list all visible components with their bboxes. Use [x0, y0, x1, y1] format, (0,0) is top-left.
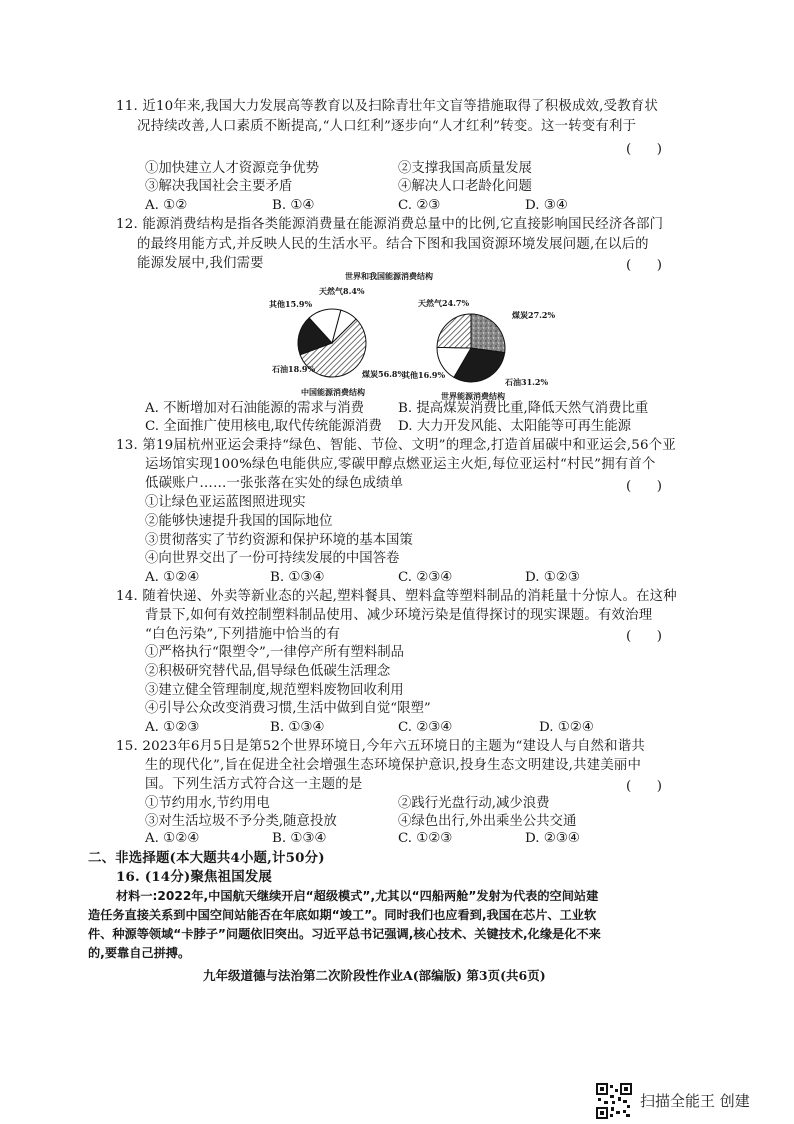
q11-option-3: ③解决我国社会主要矛盾: [145, 179, 293, 194]
q14-choice-d: D. ①②④: [539, 720, 594, 735]
q14-stem-line1: 14. 随着快递、外卖等新业态的兴起,塑料餐具、塑料盒等塑料制品的消耗量十分惊人。在这种: [116, 589, 677, 604]
q13-option-2: ②能够快速提升我国的国际地位: [145, 514, 333, 529]
q13-option-4: ④向世界交出了一份可持续发展的中国答卷: [145, 551, 400, 566]
world-other-label: 其他16.9%: [402, 370, 446, 380]
q15-option-1: ①节约用水,节约用电: [145, 796, 270, 811]
q11-option-2: ②支撑我国高质量发展: [398, 161, 532, 176]
q12-choice-a: A. 不断增加对石油能源的需求与消费: [145, 401, 365, 416]
q16-material-line3: 件、种源等领域“卡脖子”问题依旧突出。习近平总书记强调,核心技术、关键技术,化缘是化不来: [88, 927, 601, 941]
q13-option-1: ①让绿色亚运蓝图照进现实: [145, 495, 306, 510]
qr-code-icon: [596, 1083, 632, 1119]
q13-answer-bracket: ( ): [626, 479, 662, 494]
q14-stem-line3: “白色污染”,下列措施中恰当的有: [145, 627, 341, 642]
world-chart-caption: 世界能源消费结构: [441, 391, 505, 401]
q14-answer-bracket: ( ): [626, 629, 662, 644]
q15-choice-b: B. ①③④: [272, 831, 327, 846]
q15-stem-line1: 15. 2023年6月5日是第52个世界环境日,今年六五环境日的主题为“建设人与自然和谐共: [116, 739, 645, 754]
q15-option-3: ③对生活垃圾不予分类,随意投放: [145, 814, 337, 829]
q12-choice-d: D. 大力开发风能、太阳能等可再生能源: [398, 419, 632, 434]
world-gas-label: 天然气24.7%: [418, 298, 470, 308]
scanner-watermark: 扫描全能王 创建: [640, 1092, 750, 1110]
china-gas-label: 天然气8.4%: [319, 286, 365, 296]
q12-choice-b: B. 提高煤炭消费比重,降低天然气消费比重: [398, 401, 649, 416]
q12-stem-line3: 能源发展中,我们需要: [137, 256, 264, 271]
q13-choice-d: D. ①②③: [525, 570, 580, 585]
q15-option-2: ②践行光盘行动,减少浪费: [398, 796, 550, 811]
q15-answer-bracket: ( ): [626, 779, 662, 794]
china-other-label: 其他15.9%: [269, 299, 313, 309]
q11-answer-bracket: ( ): [626, 142, 662, 157]
q14-stem-line2: 背景下,如何有效控制塑料制品使用、减少环境污染是值得探讨的现实课题。有效治理: [145, 608, 653, 623]
world-gas-slice: [437, 314, 471, 348]
q15-choice-d: D. ②③④: [525, 831, 580, 846]
q15-stem-line2: 生的现代化”,旨在促进全社会增强生态环境保护意识,投身生态文明建设,共建美丽中: [145, 758, 642, 773]
q15-stem-line3: 国。下列生活方式符合这一主题的是: [145, 777, 363, 792]
q14-option-3: ③建立健全管理制度,规范塑料废物回收利用: [145, 683, 404, 698]
q12-stem-line2: 的最终用能方式,并反映人民的生活水平。结合下图和我国资源环境发展问题,在以后的: [137, 237, 649, 252]
q11-choice-b: B. ①④: [272, 198, 315, 213]
q16-title: 16. (14分)聚焦祖国发展: [116, 869, 272, 885]
q11-choice-a: A. ①②: [145, 198, 188, 213]
china-chart-caption: 中国能源消费结构: [301, 387, 365, 397]
china-coal-label: 煤炭56.8%: [362, 369, 406, 379]
q15-choice-c: C. ①②③: [398, 831, 453, 846]
q14-option-2: ②积极研究替代品,倡导绿色低碳生活理念: [145, 664, 391, 679]
q13-stem-line1: 13. 第19届杭州亚运会秉持“绿色、智能、节俭、文明”的理念,打造首届碳中和亚运会,56个亚: [116, 438, 676, 453]
q12-stem-line1: 12. 能源消费结构是指各类能源消费量在能源消费总量中的比例,它直接影响国民经济各部门: [116, 217, 664, 232]
world-oil-label: 石油31.2%: [505, 377, 549, 387]
world-coal-slice: [471, 314, 505, 353]
q16-material-line2: 造任务直接关系到中国空间站能否在年底如期“竣工”。同时我们也应看到,我国在芯片、工业软: [88, 908, 597, 922]
q16-material-line4: 的,要靠自己拼搏。: [88, 946, 191, 960]
q12-answer-bracket: ( ): [626, 258, 662, 273]
world-energy-pie: [437, 314, 505, 382]
q11-choice-c: C. ②③: [398, 198, 441, 213]
q13-stem-line2: 运场馆实现100%绿色电能供应,零碳甲醇点燃亚运主火炬,每位亚运村“村民”拥有首个: [145, 457, 656, 472]
q15-option-4: ④绿色出行,外出乘坐公共交通: [398, 814, 577, 829]
chart-title: 世界和我国能源消费结构: [345, 271, 433, 281]
q15-choice-a: A. ①②④: [145, 831, 200, 846]
q11-stem-line1: 11. 近10年来,我国大力发展高等教育以及扫除青壮年文盲等措施取得了积极成效,受教育状: [116, 99, 658, 114]
q14-option-1: ①严格执行“限塑令”,一律停产所有塑料制品: [145, 645, 404, 660]
q13-option-3: ③贯彻落实了节约资源和保护环境的基本国策: [145, 533, 413, 548]
q11-stem-line2: 况持续改善,人口素质不断提高,“人口红利”逐步向“人才红利”转变。这一转变有利于: [137, 119, 637, 134]
q13-stem-line3: 低碳账户……一张张落在实处的绿色成绩单: [145, 476, 404, 491]
energy-pie-charts: [0, 270, 794, 400]
q13-choice-b: B. ①③④: [270, 570, 325, 585]
q13-choice-a: A. ①②④: [145, 570, 200, 585]
q14-choice-b: B. ①③④: [270, 720, 325, 735]
q14-choice-c: C. ②③④: [398, 720, 453, 735]
section-heading: 二、非选择题(本大题共4小题,计50分): [88, 850, 325, 866]
q11-option-4: ④解决人口老龄化问题: [398, 179, 532, 194]
q12-choice-c: C. 全面推广使用核电,取代传统能源消费: [145, 419, 382, 434]
world-coal-label: 煤炭27.2%: [512, 310, 556, 320]
q11-choice-d: D. ③④: [525, 198, 568, 213]
q16-material-line1: 材料一:2022年,中国航天继续开启“超级模式”,尤其以“四船两舱”发射为代表的空间站建: [116, 889, 599, 903]
q11-option-1: ①加快建立人才资源竞争优势: [145, 161, 320, 176]
q13-choice-c: C. ②③④: [398, 570, 453, 585]
q14-option-4: ④引导公众改变消费习惯,生活中做到自觉“限塑”: [145, 701, 431, 716]
china-oil-label: 石油18.9%: [272, 364, 316, 374]
page-footer: 九年级道德与法治第二次阶段性作业A(部编版) 第3页(共6页): [203, 968, 546, 983]
q14-choice-a: A. ①②③: [145, 720, 200, 735]
